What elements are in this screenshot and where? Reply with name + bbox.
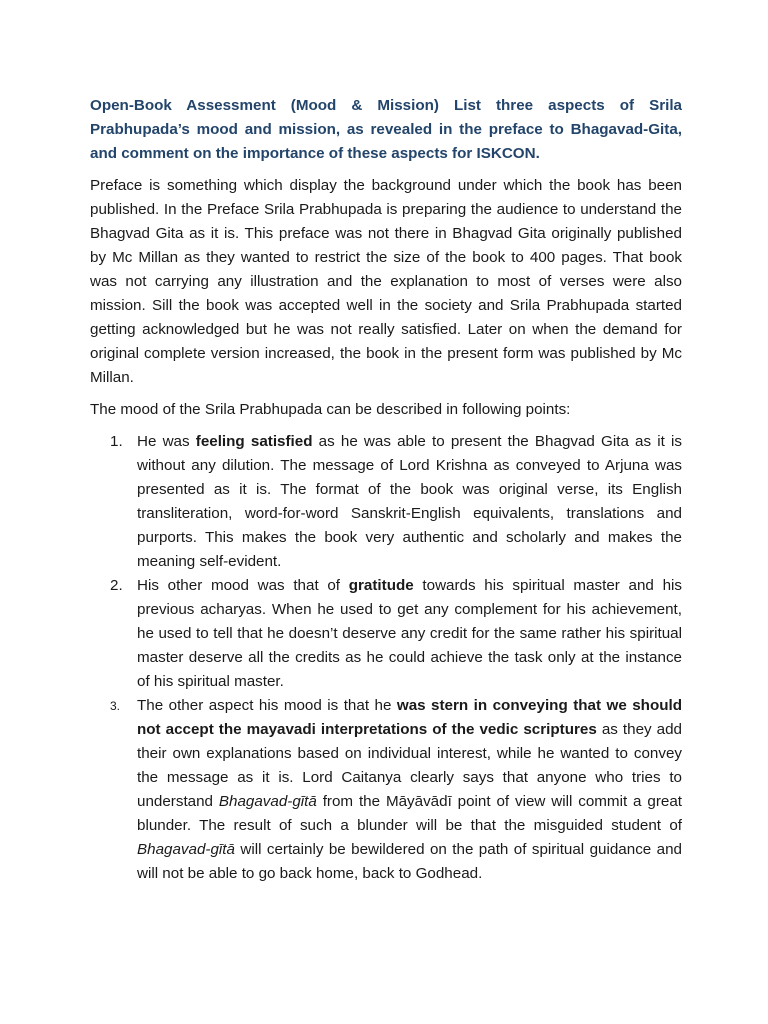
list-text-bold: gratitude (348, 577, 414, 594)
list-item (90, 694, 682, 886)
book-title-italic: Bhagavad-gītā (137, 841, 235, 858)
list-text-post: as he was able to present the Bhagvad Gita as it is without any dilution. The message of Lord Krishna as conveyed to Arjuna was presented as it is. The format of the book was original verse, its English transliteration, word-for-word Sanskrit-English equivalents, translations and purports. This makes the book very authentic and scholarly and makes the meaning self-evident. (137, 433, 682, 570)
list-text-pre: The other aspect his mood is that he (137, 697, 397, 714)
mood-intro-paragraph: The mood of the Srila Prabhupada can be described in following points: (90, 401, 571, 418)
list-text-bold: feeling satisfied (195, 433, 313, 450)
list-number: 3. (110, 699, 121, 713)
assessment-heading: Open-Book Assessment (Mood & Mission) List three aspects of Srila Prabhupada’s mood and mission, as revealed in the preface to Bhagavad-Gita, and comment on the importance of these aspects for ISKCON. (90, 97, 682, 162)
list-text-post: from the Māyāvādī point of view will commit a great blunder. The result of such a blunder will be that the misguided student of (137, 793, 682, 834)
list-number: 2. (110, 577, 123, 594)
list-text-pre: He was (137, 433, 196, 450)
list-text-post: will certainly be bewildered on the path of spiritual guidance and will not be able to go back home, back to Godhead. (137, 841, 682, 882)
book-title-italic: Bhagavad-gītā (218, 793, 317, 810)
mood-list (90, 430, 682, 886)
list-item (90, 430, 682, 574)
list-item (90, 574, 682, 694)
list-text-pre: His other mood was that of (137, 577, 349, 594)
list-text-post: as they add their own explanations based on individual interest, while he wanted to convey the message as it is. Lord Caitanya clearly says that anyone who tries to understand (137, 721, 682, 810)
preface-paragraph: Preface is something which display the background under which the book has been published. In the Preface Srila Prabhupada is preparing the audience to understand the Bhagvad Gita as it is. This preface was not there in Bhagvad Gita originally published by Mc Millan as they wanted to restrict the size of the book to 400 pages. That book was not carrying any illustration and the explanation to most of verses were also mission. Sill the book was accepted well in the society and Srila Prabhupada started getting acknowledged but he was not really satisfied. Later on when the demand for original complete version increased, the book in the present form was published by Mc Millan. (90, 177, 682, 386)
list-text-post: towards his spiritual master and his previous acharyas. When he used to get any complement for his achievement, he used to tell that he doesn’t deserve any credit for the same rather his spiritual master deserve all the credits as he could achieve the task only at the instance of his spiritual master. (137, 577, 682, 690)
list-text-bold: was stern in conveying that we should not accept the mayavadi interpretations of the vedic scriptures (137, 697, 683, 738)
list-number: 1. (110, 433, 123, 450)
